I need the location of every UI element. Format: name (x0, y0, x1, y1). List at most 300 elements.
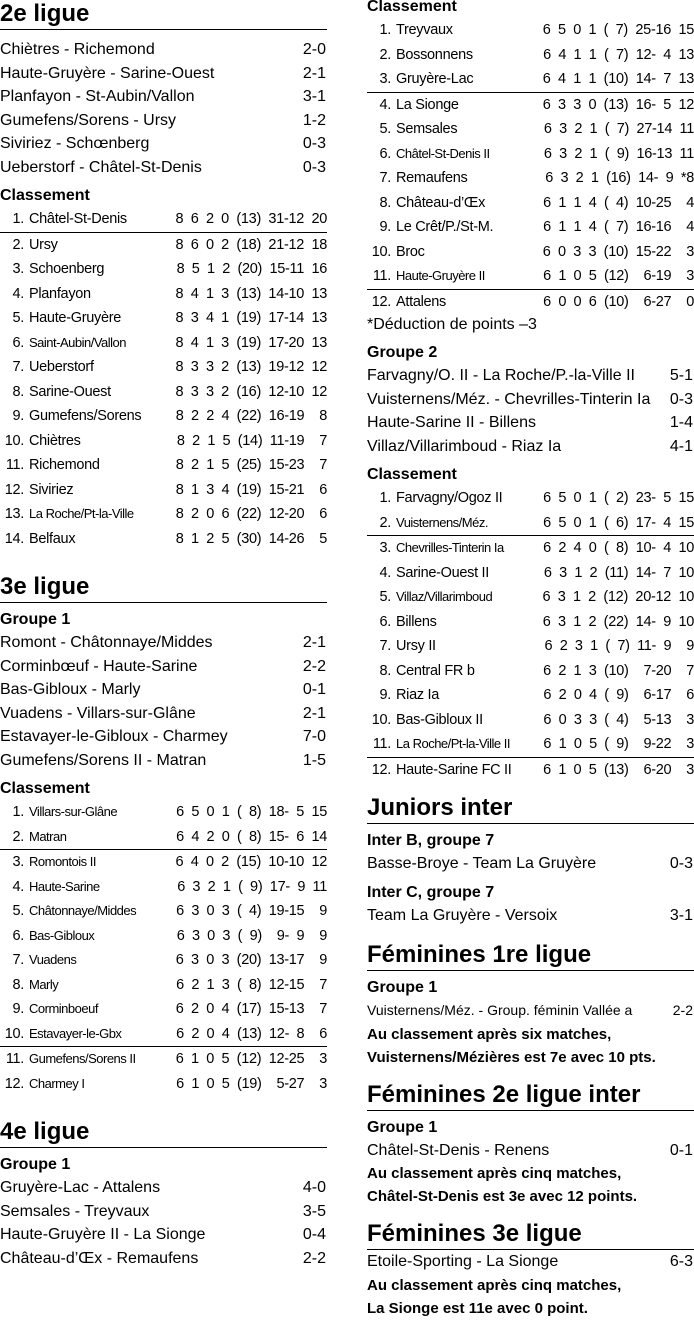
rank: 11. (5, 457, 24, 473)
standings-row (367, 561, 694, 586)
match-teams: Romont - Châtonnaye/Middes (0, 634, 213, 651)
team-name: Saint-Aubin/Vallon (29, 334, 126, 350)
stats: 6 4 0 2 (15) 10-10 12 (175, 854, 327, 870)
team-name: Haute-Sarine FC II (396, 761, 512, 778)
stats: 6 2 1 3 ( 8) 12-15 7 (176, 976, 327, 993)
team-name: Siviriez (29, 481, 74, 498)
standings-row (367, 659, 694, 684)
result-row: Etoile-Sporting - La Sionge 6-3 (367, 1253, 693, 1270)
section-title-juniors-inter: Juniors inter (367, 794, 694, 824)
rank: 12. (371, 293, 391, 310)
standings-row (0, 502, 327, 527)
rank: 10. (371, 243, 391, 260)
stats: 8 4 1 3 (13) 14-10 13 (175, 285, 327, 302)
result-row (0, 655, 327, 679)
rank: 1. (12, 211, 24, 227)
standings-row (0, 948, 327, 973)
match-teams: Farvagny/O. II - La Roche/P.-la-Ville II (367, 367, 635, 384)
stats: 6 3 2 1 ( 9) 16-13 11 (543, 145, 694, 162)
standings-row (0, 825, 327, 851)
standing-note: Au classement après cinq matches, (367, 1165, 622, 1182)
stats: 6 1 0 5 (19) 5-27 3 (176, 1075, 327, 1092)
rank: 14. (4, 530, 24, 547)
stats: 6 3 3 0 (13) 16- 5 12 (542, 96, 694, 113)
rank: 12. (4, 481, 24, 498)
match-teams: Gumefens/Sorens - Ursy (0, 111, 177, 129)
classement-label: Classement (367, 466, 457, 483)
rank: 11. (372, 736, 391, 752)
match-teams: Planfayon - St-Aubin/Vallon (0, 88, 195, 105)
team-name: Bas-Gibloux II (396, 711, 483, 728)
team-name: Romontois II (29, 854, 96, 869)
rank: 9. (379, 687, 391, 703)
stats: 6 2 4 0 ( 8) 10- 4 10 (543, 540, 694, 556)
result-row (0, 1176, 327, 1200)
result-row (367, 364, 694, 388)
standing-note: Au classement après six matches, (367, 1025, 612, 1043)
rank: 10. (4, 1025, 24, 1042)
team-name: Sarine-Ouest II (396, 564, 490, 581)
standings-row (367, 18, 694, 43)
result-row (0, 1247, 327, 1271)
standings-groupe-2 (367, 486, 694, 782)
stats: 6 1 0 5 (12) 12-25 3 (175, 1051, 327, 1067)
standings-row (367, 290, 694, 315)
rank: 3. (379, 71, 391, 87)
match-score: 4-0 (302, 1179, 326, 1196)
stats: 6 3 2 1 (16) 14- 9 *8 (545, 170, 694, 186)
standings-row (0, 527, 327, 552)
standings-row (0, 331, 327, 356)
team-name: Corminboeuf (29, 1001, 98, 1016)
standings-row (367, 585, 694, 610)
rank: 4. (379, 96, 391, 113)
rank: 3. (12, 261, 24, 277)
standings-row (0, 233, 327, 258)
team-name: Vuisternens/Méz. (396, 514, 488, 530)
team-name: Bossonnens (396, 46, 473, 63)
rank: 2. (12, 828, 24, 845)
standings-row (367, 486, 694, 511)
stats: 8 2 1 5 (14) 11-19 7 (176, 432, 327, 449)
team-name: Treyvaux (396, 22, 453, 38)
rank: 6. (12, 334, 24, 351)
results-4e-ligue (0, 1176, 327, 1270)
standings-3e-ligue (0, 800, 327, 1096)
match-score: 0-3 (302, 135, 326, 152)
stats: 6 4 1 1 (10) 14- 7 13 (542, 71, 694, 87)
match-score: 0-1 (302, 681, 326, 698)
standings-row (0, 282, 327, 307)
standings-row (0, 355, 327, 380)
match-score: 2-2 (302, 657, 326, 675)
team-name: Billens (396, 613, 437, 630)
standing-note: La Sionge est 11e avec 0 point. (367, 1299, 588, 1317)
team-name: Planfayon (29, 285, 91, 302)
standings-row (0, 380, 327, 405)
result-row: Vuisternens/Méz. - Group. féminin Vallée a 2-2 (367, 1002, 693, 1018)
team-name: Haute-Gruyère (29, 310, 121, 326)
section-title-2e-ligue: 2e ligue (0, 0, 327, 30)
section-title-feminines-1re: Féminines 1re ligue (367, 941, 694, 971)
rank: 10. (4, 432, 24, 449)
stats: 6 2 0 4 ( 9) 6-17 6 (543, 687, 694, 703)
team-name: Riaz Ia (396, 687, 440, 703)
stats: 6 3 0 3 (20) 13-17 9 (175, 952, 327, 968)
stats: 8 6 0 2 (18) 21-12 18 (175, 236, 327, 253)
team-name: Sarine-Ouest (29, 383, 111, 400)
result-row (0, 631, 327, 655)
stats: 6 3 1 2 (11) 14- 7 10 (543, 564, 694, 581)
team-name: Broc (396, 243, 425, 260)
team-name: Le Crêt/P./St-M. (396, 219, 494, 235)
stats: 6 3 1 2 (12) 20-12 10 (542, 589, 694, 605)
standings-row (0, 800, 327, 825)
rank: 10. (371, 711, 391, 728)
standings-row (367, 511, 694, 537)
standings-row (367, 708, 694, 733)
standing-note: Au classement après cinq matches, (367, 1276, 622, 1294)
stats: 6 0 3 3 (10) 15-22 3 (542, 243, 694, 260)
team-name: La Sionge (396, 96, 459, 113)
stats: 8 2 2 4 (22) 16-19 8 (175, 408, 327, 424)
match-teams: Corminbœuf - Haute-Sarine (0, 657, 198, 675)
match-teams: Villaz/Villarimboud - Riaz Ia (367, 437, 562, 455)
team-name: Farvagny/Ogoz II (396, 490, 503, 506)
match-teams: Haute-Gruyère - Sarine-Ouest (0, 64, 215, 82)
stats: 6 5 0 1 ( 8) 18- 5 15 (176, 804, 327, 820)
rank: 9. (12, 408, 24, 424)
team-name: Richemond (29, 457, 100, 473)
result-row (367, 435, 694, 459)
result-row (0, 109, 327, 133)
results-3e-ligue (0, 631, 327, 772)
standings-row (0, 1022, 327, 1048)
rank: 2. (379, 46, 391, 63)
standings-row (367, 166, 694, 191)
team-name: Semsales (396, 121, 458, 137)
stats: 6 5 0 1 ( 7) 25-16 15 (542, 22, 694, 38)
stats: 8 1 3 4 (19) 15-21 6 (175, 481, 327, 498)
standings-row (367, 758, 694, 783)
rank: 11. (5, 1051, 24, 1067)
rank: 7. (379, 170, 391, 186)
team-name: Chevrilles-Tinterin Ia (396, 540, 504, 555)
rank: 6. (12, 927, 24, 944)
result-row (0, 678, 327, 702)
team-name: Châtel-St-Denis II (396, 145, 490, 161)
standings-row (367, 191, 694, 216)
group-label: Groupe 1 (367, 979, 438, 996)
team-name: Villars-sur-Glâne (29, 804, 118, 819)
standings-row (0, 478, 327, 503)
standings-row (0, 875, 327, 900)
match-teams: Vuadens - Villars-sur-Glâne (0, 704, 196, 722)
team-name: Gumefens/Sorens II (29, 1051, 136, 1066)
stats: 6 2 0 4 (17) 15-13 7 (175, 1001, 327, 1017)
team-name: Gruyère-Lac (396, 71, 474, 87)
standings-row (367, 536, 694, 561)
stats: 6 4 1 1 ( 7) 12- 4 13 (543, 46, 694, 63)
match-teams: Semsales - Treyvaux (0, 1202, 150, 1220)
team-name: Chiètres (29, 432, 81, 449)
match-score: 0-3 (669, 390, 693, 408)
standings-row (0, 257, 327, 282)
rank: 12. (4, 1075, 24, 1092)
inter-c-label: Inter C, groupe 7 (367, 883, 495, 901)
team-name: Châtel-St-Denis (29, 211, 127, 227)
result-row (0, 1223, 327, 1247)
team-name: La Roche/Pt-la-Ville II (396, 736, 510, 751)
stats: 6 1 0 5 (12) 6-19 3 (543, 268, 694, 284)
match-teams: Gruyère-Lac - Attalens (0, 1179, 161, 1196)
results-2e-ligue (0, 38, 327, 179)
stats: 6 0 3 3 ( 4) 5-13 3 (543, 711, 694, 728)
team-name: Remaufens (396, 170, 468, 186)
stats: 6 4 2 0 ( 8) 15- 6 14 (176, 828, 327, 845)
result-row (367, 411, 694, 435)
standings-row (367, 67, 694, 93)
rank: 9. (12, 1001, 24, 1017)
standings-row (0, 997, 327, 1022)
stats: 6 2 1 3 (10) 7-20 7 (543, 662, 694, 679)
group-label: Groupe 1 (367, 1118, 438, 1136)
stats: 6 0 0 6 (10) 6-27 0 (543, 293, 694, 310)
team-name: Villaz/Villarimboud (396, 589, 493, 604)
result-row (367, 388, 694, 412)
team-name: Bas-Gibloux (29, 927, 95, 943)
match-score: 7-0 (302, 728, 326, 745)
team-name: Château-d’Œx (396, 194, 486, 211)
standings-row (0, 1072, 327, 1097)
match-teams: Haute-Gruyère II - La Sionge (0, 1226, 206, 1243)
group-label: Groupe 1 (0, 1156, 71, 1173)
stats: 8 3 3 2 (13) 19-12 12 (175, 359, 327, 375)
stats: 6 3 2 1 ( 9) 17- 9 11 (177, 878, 327, 895)
match-score: 2-1 (302, 704, 326, 722)
rank: 4. (12, 285, 24, 302)
rank: 6. (379, 613, 391, 630)
results-groupe-2 (367, 364, 694, 458)
rank: 11. (372, 268, 391, 284)
stats: 6 2 3 1 ( 7) 11- 9 9 (544, 638, 694, 654)
standings-4e-ligue-groupe-1 (367, 18, 694, 314)
stats: 8 5 1 2 (20) 15-11 16 (176, 261, 327, 277)
match-score: 1-4 (669, 414, 693, 431)
result-row: Châtel-St-Denis - Renens 0-1 (367, 1141, 693, 1159)
match-teams: Vuisternens/Méz. - Chevrilles-Tinterin Ia (367, 390, 651, 408)
result-row: Team La Gruyère - Versoix 3-1 (367, 906, 693, 924)
classement-label: Classement (0, 780, 90, 797)
match-score: 2-2 (302, 1249, 326, 1267)
match-teams: Haute-Sarine II - Billens (367, 414, 536, 431)
team-name: Attalens (396, 293, 446, 310)
result-row (0, 38, 327, 62)
team-name: Haute-Sarine (29, 878, 100, 894)
stats: 8 2 1 5 (25) 15-23 7 (175, 457, 327, 473)
rank: 4. (12, 878, 24, 895)
standings-row (0, 207, 327, 233)
result-row (0, 749, 327, 773)
section-title-4e-ligue: 4e ligue (0, 1118, 327, 1148)
team-name: Charmey I (29, 1075, 85, 1091)
rank: 13. (4, 506, 24, 522)
rank: 8. (12, 976, 24, 993)
stats: 8 3 3 2 (16) 12-10 12 (175, 383, 327, 400)
standings-row (0, 453, 327, 478)
standings-row (367, 683, 694, 708)
stats: 6 3 1 2 (22) 14- 9 10 (542, 613, 694, 630)
stats: 8 2 0 6 (22) 12-20 6 (175, 506, 327, 522)
rank: 1. (379, 22, 391, 38)
standings-row (367, 264, 694, 290)
match-score: 1-2 (302, 111, 326, 129)
result-row (0, 156, 327, 180)
rank: 1. (379, 490, 391, 506)
rank: 9. (379, 219, 391, 235)
team-name: Châtonnaye/Middes (29, 903, 137, 918)
team-name: Matran (29, 828, 67, 844)
team-name: Marly (29, 976, 59, 992)
classement-label: Classement (0, 187, 90, 204)
standings-2e-ligue (0, 207, 327, 551)
rank: 5. (12, 903, 24, 919)
standings-row (367, 215, 694, 240)
match-teams: Bas-Gibloux - Marly (0, 681, 141, 698)
standings-row (0, 973, 327, 998)
match-teams: Gumefens/Sorens II - Matran (0, 751, 207, 769)
rank: 2. (12, 236, 24, 253)
team-name: Ueberstorf (29, 359, 94, 375)
result-row (0, 1200, 327, 1224)
match-teams: Siviriez - Schœnberg (0, 135, 150, 152)
standings-row (367, 240, 694, 265)
section-title-3e-ligue: 3e ligue (0, 573, 327, 603)
rank: 12. (371, 761, 391, 778)
rank: 8. (379, 194, 391, 211)
rank: 3. (12, 854, 24, 870)
standings-row (0, 899, 327, 924)
result-row (0, 132, 327, 156)
team-name: Central FR b (396, 662, 475, 679)
section-title-feminines-3e: Féminines 3e ligue (367, 1220, 694, 1250)
match-teams: Chiètres - Richemond (0, 41, 155, 58)
standings-row (0, 924, 327, 949)
rank: 8. (12, 383, 24, 400)
match-teams: Château-d’Œx - Remaufens (0, 1249, 199, 1267)
group-label: Groupe 1 (0, 611, 71, 628)
team-name: La Roche/Pt-la-Ville (29, 506, 134, 521)
standings-row (367, 142, 694, 167)
rank: 5. (12, 310, 24, 326)
standings-row (0, 850, 327, 875)
rank: 1. (12, 804, 24, 820)
team-name: Belfaux (29, 530, 76, 547)
rank: 7. (379, 638, 391, 654)
inter-b-label: Inter B, groupe 7 (367, 832, 495, 849)
deduction-note: *Déduction de points –3 (367, 316, 537, 333)
group-label: Groupe 2 (367, 344, 438, 361)
standing-note: Châtel-St-Denis est 3e avec 12 points. (367, 1188, 638, 1205)
match-score: 2-1 (302, 634, 326, 651)
result-row (0, 702, 327, 726)
result-row (0, 62, 327, 86)
team-name: Haute-Gruyère II (396, 268, 485, 283)
stats: 6 1 1 4 ( 4) 10-25 4 (543, 194, 694, 211)
match-score: 3-5 (302, 1202, 326, 1220)
section-title-feminines-2e: Féminines 2e ligue inter (367, 1081, 694, 1111)
rank: 8. (379, 662, 391, 679)
stats: 6 1 0 5 (13) 6-20 3 (543, 761, 694, 778)
stats: 6 2 0 4 (13) 12- 8 6 (176, 1025, 327, 1042)
standings-row (0, 404, 327, 429)
team-name: Estavayer-le-Gbx (29, 1025, 122, 1041)
result-row (0, 85, 327, 109)
standings-row (367, 43, 694, 68)
match-score: 0-3 (302, 158, 326, 176)
standings-row (367, 93, 694, 118)
standings-row (367, 610, 694, 635)
standing-note: Vuisternens/Mézières est 7e avec 10 pts. (367, 1048, 656, 1066)
match-score: 2-0 (302, 41, 326, 58)
standings-row (0, 1047, 327, 1072)
rank: 3. (379, 540, 391, 556)
stats: 6 5 0 1 ( 6) 17- 4 15 (543, 514, 694, 531)
left-column (0, 0, 327, 1270)
rank: 5. (379, 121, 391, 137)
classement-label: Classement (367, 0, 457, 15)
rank: 4. (379, 564, 391, 581)
rank: 6. (379, 145, 391, 162)
stats: 6 3 0 3 ( 4) 19-15 9 (176, 903, 327, 919)
rank: 7. (12, 359, 24, 375)
match-score: 0-4 (302, 1226, 326, 1243)
match-score: 1-5 (302, 751, 326, 769)
team-name: Gumefens/Sorens (29, 408, 142, 424)
stats: 8 1 2 5 (30) 14-26 5 (175, 530, 327, 547)
stats: 6 1 0 5 ( 9) 9-22 3 (543, 736, 694, 752)
match-teams: Estavayer-le-Gibloux - Charmey (0, 728, 228, 745)
result-row (0, 725, 327, 749)
team-name: Schoenberg (29, 261, 105, 277)
rank: 5. (379, 589, 391, 605)
rank: 7. (12, 952, 24, 968)
team-name: Vuadens (29, 952, 77, 967)
standings-row (367, 634, 694, 659)
result-row: Basse-Broye - Team La Gruyère 0-3 (367, 855, 693, 872)
rank: 2. (379, 514, 391, 531)
match-teams: Ueberstorf - Châtel-St-Denis (0, 158, 202, 176)
stats: 8 3 4 1 (19) 17-14 13 (175, 310, 327, 326)
stats: 8 4 1 3 (19) 17-20 13 (175, 334, 327, 351)
match-score: 3-1 (302, 88, 326, 105)
stats: 8 6 2 0 (13) 31-12 20 (175, 211, 327, 227)
standings-row (367, 117, 694, 142)
standings-row (0, 306, 327, 331)
match-score: 4-1 (669, 437, 693, 455)
stats: 6 1 1 4 ( 7) 16-16 4 (543, 219, 694, 235)
standings-row (0, 429, 327, 454)
team-name: Ursy II (396, 638, 436, 654)
team-name: Ursy (29, 236, 58, 253)
right-column (367, 0, 694, 1320)
match-score: 2-1 (302, 64, 326, 82)
stats: 6 5 0 1 ( 2) 23- 5 15 (543, 490, 694, 506)
stats: 6 3 0 3 ( 9) 9- 9 9 (176, 927, 327, 944)
stats: 6 3 2 1 ( 7) 27-14 11 (543, 121, 694, 137)
standings-row (367, 732, 694, 758)
match-score: 5-1 (669, 367, 693, 384)
